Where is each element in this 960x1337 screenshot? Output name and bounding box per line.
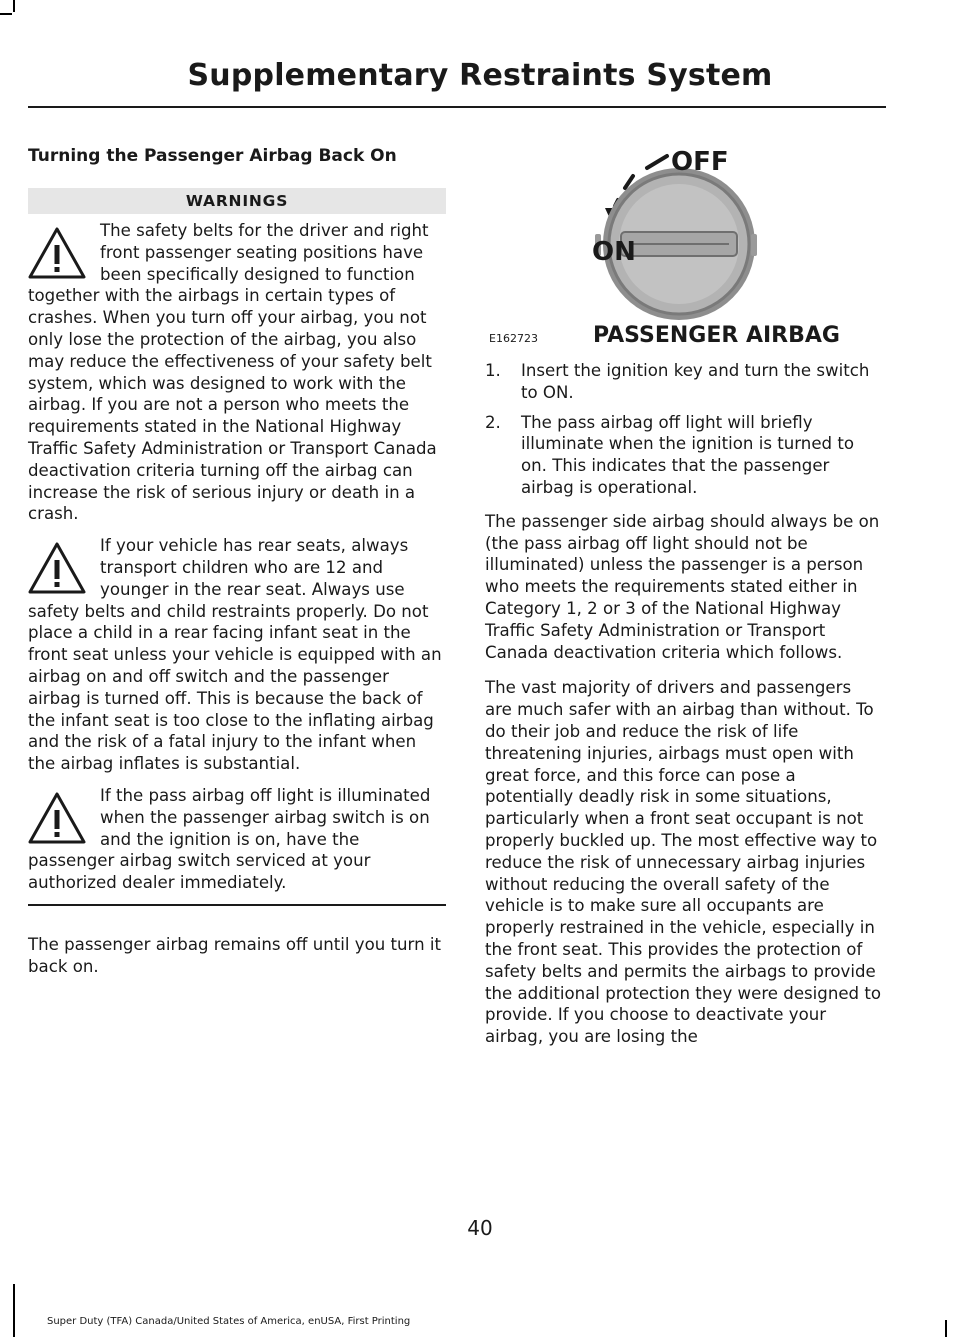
body-paragraph: The vast majority of drivers and passengers are much safer with an airbag than without. To do their job and reduce the risk of life threatening injuries, airbags must open with great force, and this force can pose a potentially deadly risk in some situations, particularly when a front seat occupant is not properly buckled up. The most effective way to reduce the risk of unnecessary airbag injuries without reducing the overall safety of the vehicle is to make sure all occupants are properly restrained in the vehicle, especially in the front seat. This provides the protection of safety belts and permits the airbags to provide the additional protection they were designed to provide. If you choose to deactivate your airbag, you are losing the — [485, 678, 882, 1047]
warnings-divider — [28, 904, 446, 906]
header-divider — [28, 106, 886, 108]
warning-text: The safety belts for the driver and right front passenger seating positions have been specifically designed to function together with the airbags in certain types of crashes. When you turn off your airbag, you not only lose the protection of the airbag, you also may reduce the effectiveness of your safety belt system, which was designed to work with the airbag. If you are not a person who meets the requirements stated in the National Highway Traffic Safety Administration or Transport Canada deactivation criteria turning off the airbag can increase the risk of serious injury or death in a crash. — [28, 221, 437, 524]
airbag-switch-illustration — [485, 146, 882, 354]
step-number: 1. — [485, 361, 501, 380]
on-label: ON — [592, 237, 636, 267]
footer-text: Super Duty (TFA) Canada/United States of America, enUSA, First Printing — [47, 1316, 411, 1327]
warnings-header: WARNINGS — [28, 188, 446, 214]
section-heading: Turning the Passenger Airbag Back On — [28, 146, 397, 166]
page-number: 40 — [467, 1216, 493, 1240]
warning-text: If the pass airbag off light is illuminated when the passenger airbag switch is on and the ignition is on, have the passenger airbag switch serviced at your authorized dealer immediately. — [28, 785, 431, 893]
step-number: 2. — [485, 412, 501, 432]
crop-mark — [13, 0, 15, 12]
warning-item — [28, 785, 446, 894]
step-text: Insert the ignition key and turn the switch to ON. — [521, 361, 870, 402]
warning-triangle-icon — [26, 223, 88, 285]
right-column — [485, 146, 882, 1062]
page-title: Supplementary Restraints System — [187, 58, 773, 93]
left-column — [28, 146, 446, 992]
step-text: The pass airbag off light will briefly illuminate when the ignition is turned to on. This indicates that the passenger airbag is operational. — [521, 412, 855, 497]
list-item — [485, 360, 882, 404]
crop-mark — [13, 1284, 15, 1337]
figure-code: E162723 — [489, 332, 538, 345]
body-paragraph: The passenger side airbag should always be on (the pass airbag off light should not be illuminated) unless the passenger is a person who meets the requirements stated either in Category 1, 2 or 3 of the National Highway Traffic Safety Administration or Transport Canada deactivation criteria which follows. — [485, 511, 880, 662]
body-paragraph: The passenger airbag remains off until you turn it back on. — [28, 934, 441, 976]
steps-list — [485, 360, 882, 499]
warning-text: If your vehicle has rear seats, always transport children who are 12 and younger in the rear seat. Always use safety belts and child restraints properly. Do not place a child in a rear facing infant seat in the front seat unless your vehicle is equipped with an airbag on and off switch and the passenger airbag is turned off. This is because the back of the infant seat is too close to the inflating airbag and the risk of a fatal injury to the infant when the airbag inflates is substantial. — [28, 536, 442, 774]
warning-item — [28, 220, 446, 525]
crop-mark — [0, 13, 12, 15]
list-item — [485, 412, 882, 499]
warning-triangle-icon — [26, 788, 88, 850]
off-label: OFF — [671, 147, 729, 177]
figure-caption: PASSENGER AIRBAG — [593, 323, 840, 348]
airbag-switch-figure — [485, 146, 882, 354]
crop-mark — [945, 1320, 947, 1337]
warning-triangle-icon — [26, 538, 88, 600]
warning-item — [28, 535, 446, 775]
